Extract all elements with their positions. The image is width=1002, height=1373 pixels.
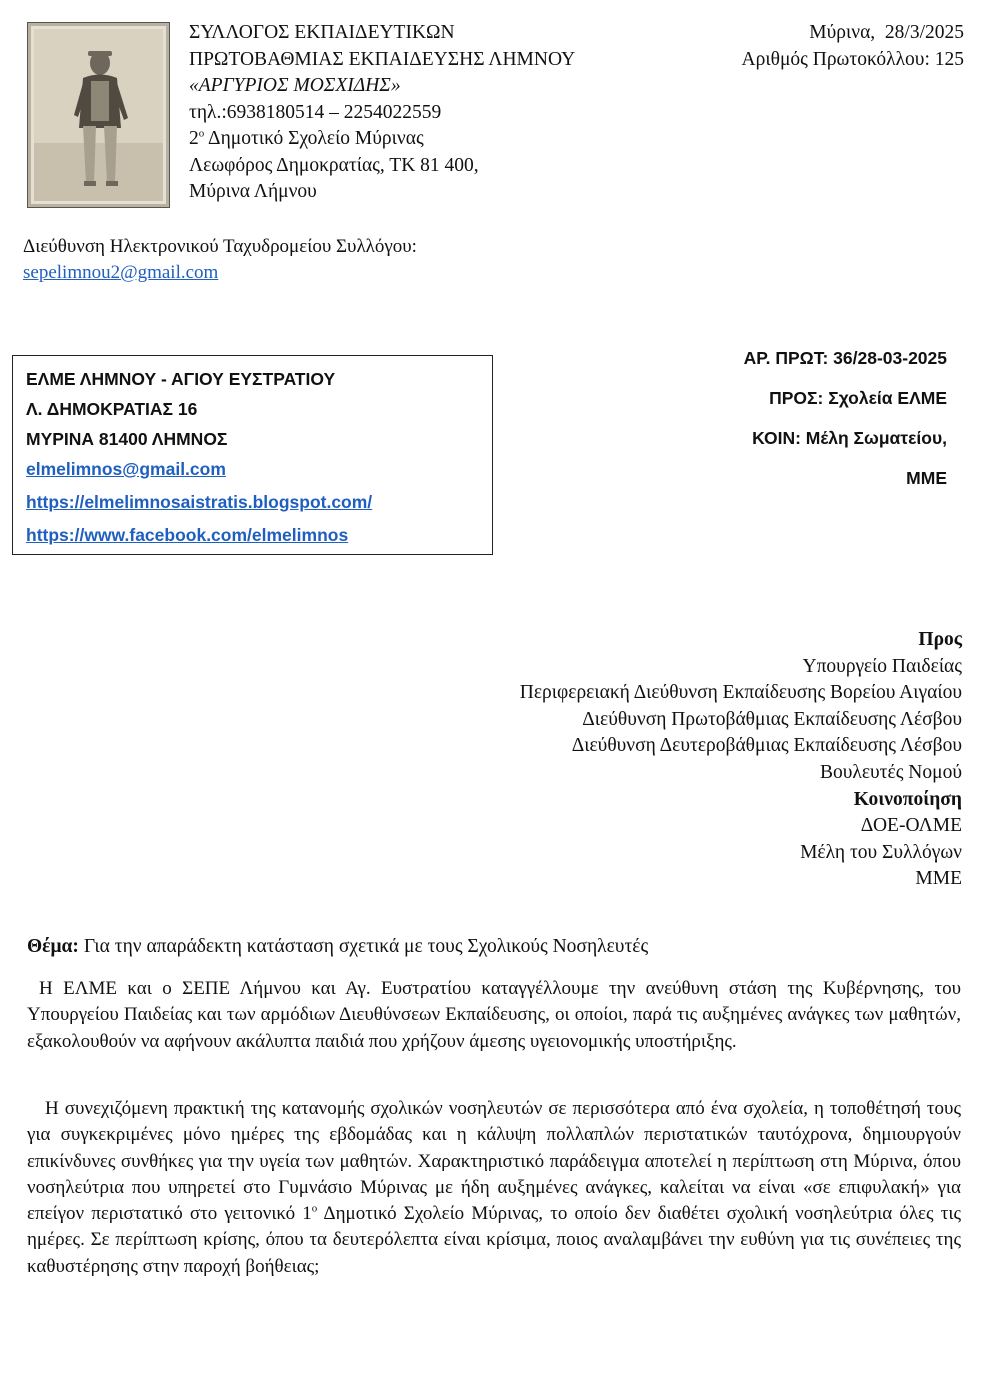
association-name-line2: ΠΡΩΤΟΒΑΘΜΙΑΣ ΕΚΠΑΙΔΕΥΣΗΣ ΛΗΜΝΟΥ [189, 48, 576, 70]
elme-contact-box [12, 355, 493, 555]
to-label: Προς [918, 629, 962, 650]
elme-blog-link[interactable]: https://elmelimnosaistratis.blogspot.com/ [26, 492, 373, 512]
recipient-item: Υπουργείο Παιδείας [802, 655, 962, 677]
association-school [189, 126, 575, 153]
association-name-line1: ΣΥΛΛΟΓΟΣ ΕΚΠΑΙΔΕΥΤΙΚΩΝ [189, 22, 455, 43]
subject-line [27, 934, 648, 960]
association-header [189, 20, 575, 206]
elme-email-link[interactable]: elmelimnos@gmail.com [26, 459, 226, 479]
body-paragraph-1 [27, 976, 961, 1055]
cc-item: ΔΟΕ-ΟΛΜΕ [860, 815, 962, 837]
association-photo [27, 22, 170, 208]
recipient-item: Διεύθυνση Δευτεροβάθμιας Εκπαίδευσης Λέσβου [571, 735, 962, 757]
cc-item: Μέλη του Συλλόγων [800, 841, 962, 863]
school-ordinal: ο [198, 127, 205, 140]
association-phone: τηλ.:6938180514 – 2254022559 [189, 101, 442, 123]
portrait-image [28, 23, 169, 207]
school-number: 2 [189, 128, 199, 149]
elme-protocol-block [744, 346, 947, 506]
subject-label: Θέμα: [27, 936, 79, 957]
paragraph-2-text-a: Η συνεχιζόμενη πρακτική της κατανομής σχολικών νοσηλευτών σε περισσότερα από ένα σχολεία, η τοποθέτησή τους για συγκεκριμένες μόνο ημέρες της εβδομάδας και η κάλυψη πολλαπλών περιστατικών ταυτόχρονα, δημιουργούν επικίνδυνες συνθήκες για την υγεία των μαθητών. Χαρακτηριστικό παράδειγμα αποτελεί η περίπτωση στη Μύρινα, όπου νοσηλεύτρια που υπηρετεί στο Γυμνάσιο Μύρινας με ήδη αυξημένες ανάγκες, καλείται να είναι «σε επιφυλακή» για επείγον περιστατικό στο γειτονικό 1 [27, 1098, 961, 1225]
recipient-item: Βουλευτές Νομού [819, 761, 962, 783]
elme-cc-media: ΜΜΕ [906, 468, 947, 488]
association-town: Μύρινα Λήμνου [189, 181, 317, 202]
paragraph-2-ordinal: ο [311, 1202, 318, 1215]
association-email-block [23, 234, 417, 286]
recipients-block [520, 627, 962, 893]
elme-name: ΕΛΜΕ ΛΗΜΝΟΥ - ΑΓΙΟΥ ΕΥΣΤΡΑΤΙΟΥ [26, 369, 336, 389]
paragraph-2-text-b: Δημοτικό Σχολείο Μύρινας, το οποίο δεν διαθέτει σχολική νοσηλεύτρια όλες τις ημέρες. Σε περίπτωση κρίσης, όπου τα δευτερόλεπτα είναι κρίσιμα, ποιος αναλαμβάνει την ευθύνη για τις συνέπειες της καθυστέρησης στην παροχή βοήθειας; [27, 1203, 961, 1277]
cc-label: Κοινοποίηση [853, 788, 962, 810]
paragraph-1-text: Η ΕΛΜΕ και ο ΣΕΠΕ Λήμνου και Αγ. Ευστρατίου καταγγέλλουμε την ανεύθυνη στάση της Κυβέρνησης, του Υπουργείου Παιδείας και των αρμόδιων Διευθύνσεων Εκπαίδευσης, οι οποίοι, παρά τις αυξημένες ανάγκες των μαθητών, εξακολουθούν να αφήνουν ακάλυπτα παιδιά που χρήζουν άμεσης υγειονομικής υποστήριξης. [27, 978, 961, 1052]
elme-to: ΠΡΟΣ: Σχολεία ΕΛΜΕ [769, 388, 947, 408]
association-email-link[interactable]: sepelimnou2@gmail.com [23, 262, 219, 283]
place-date: Μύρινα, 28/3/2025 [809, 22, 964, 43]
recipient-item: Διεύθυνση Πρωτοβάθμιας Εκπαίδευσης Λέσβου [582, 708, 962, 730]
elme-facebook-link[interactable]: https://www.facebook.com/elmelimnos [26, 525, 349, 545]
elme-address: Λ. ΔΗΜΟΚΡΑΤΙΑΣ 16 [26, 399, 198, 419]
elme-cc: ΚΟΙΝ: Μέλη Σωματείου, [752, 428, 947, 448]
elme-city: ΜΥΡΙΝΑ 81400 ΛΗΜΝΟΣ [26, 429, 228, 449]
school-name: Δημοτικό Σχολείο Μύρινας [204, 128, 424, 149]
subject-text: Για την απαράδεκτη κατάσταση σχετικά με τους Σχολικούς Νοσηλευτές [78, 936, 649, 957]
elme-protocol-number: ΑΡ. ΠΡΩΤ: 36/28-03-2025 [743, 348, 947, 368]
protocol-number: Αριθμός Πρωτοκόλλου: 125 [741, 48, 964, 70]
recipient-item: Περιφερειακή Διεύθυνση Εκπαίδευσης Βορείου Αιγαίου [519, 682, 962, 704]
email-label: Διεύθυνση Ηλεκτρονικού Ταχυδρομείου Συλλόγου: [23, 236, 417, 257]
cc-item: ΜΜΕ [915, 868, 962, 890]
document-meta [742, 20, 964, 73]
association-name-line3: «ΑΡΓΥΡΙΟΣ ΜΟΣΧΙΔΗΣ» [189, 75, 401, 96]
body-paragraph-2 [27, 1096, 961, 1280]
association-street: Λεωφόρος Δημοκρατίας, ΤΚ 81 400, [189, 154, 479, 176]
